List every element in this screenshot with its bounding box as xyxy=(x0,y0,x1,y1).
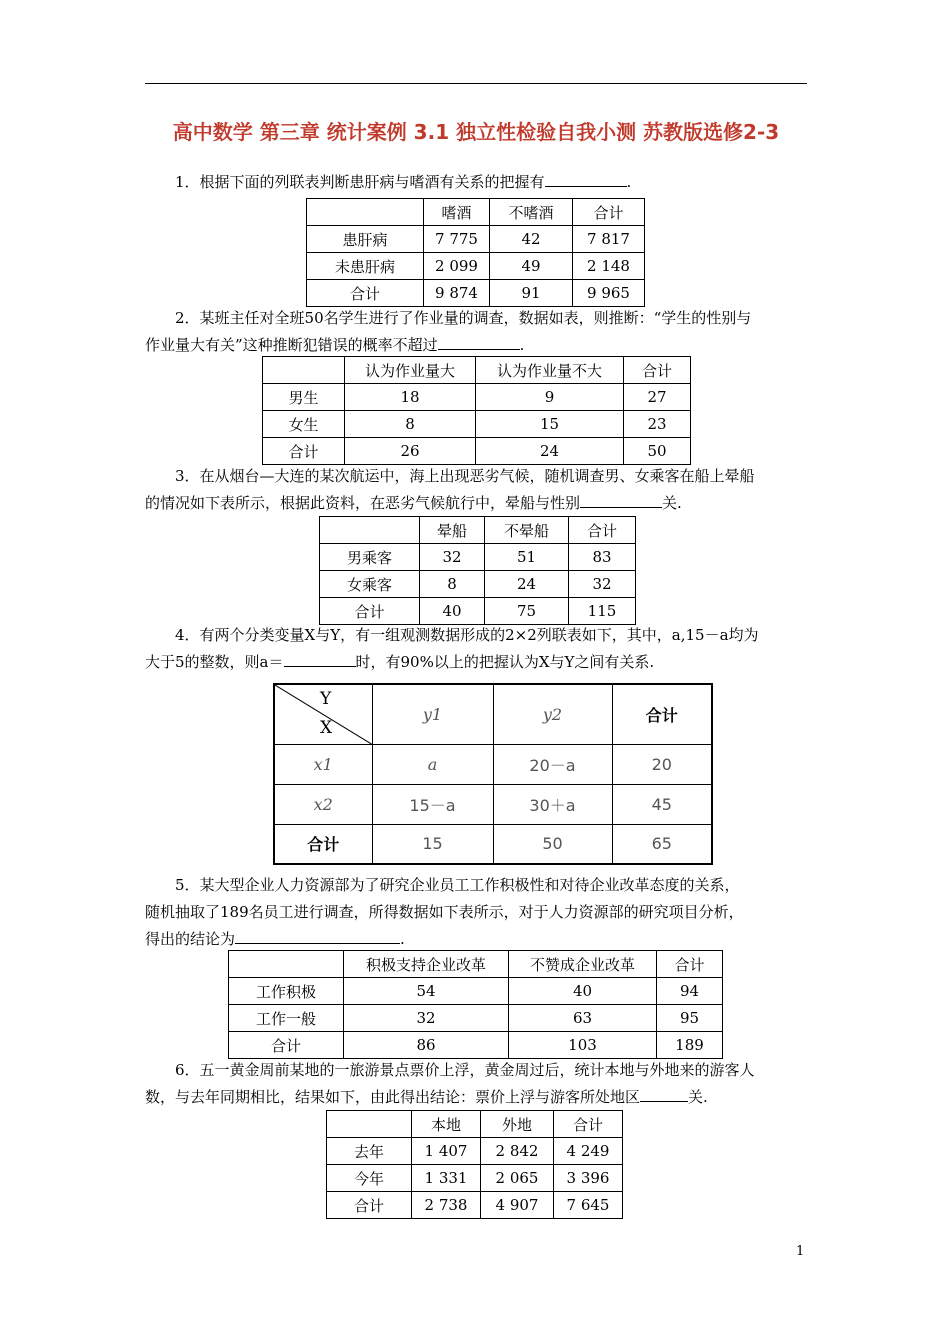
table-cell: 7 817 xyxy=(573,226,645,253)
table-cell: 7 645 xyxy=(554,1192,623,1219)
question-2: 2．某班主任对全班50名学生进行了作业量的调查，数据如表，则推断：“学生的性别与 作业量大有关”这种推断犯错误的概率不超过 . xyxy=(145,309,752,354)
table-row xyxy=(307,226,645,253)
table-cell: 32 xyxy=(569,571,636,598)
table-cell: 45 xyxy=(612,784,712,824)
header-total: 合计 xyxy=(612,684,712,744)
page-number: 1 xyxy=(796,1244,805,1259)
table-cell: 27 xyxy=(624,384,691,411)
table-header-cell: 不嗜酒 xyxy=(490,199,573,226)
table-cell: 50 xyxy=(624,438,691,465)
table-cell: 24 xyxy=(485,571,569,598)
question-1: 1．根据下面的列联表判断患肝病与嗜酒有关系的把握有 . xyxy=(175,173,632,191)
row-label-cell: 去年 xyxy=(327,1138,412,1165)
answer-blank xyxy=(640,1087,688,1102)
table-cell: 50 xyxy=(493,824,612,864)
table-cell: 103 xyxy=(509,1032,657,1059)
table-row xyxy=(327,1192,623,1219)
table-header-cell: 嗜酒 xyxy=(424,199,490,226)
table-header-row xyxy=(307,199,645,226)
table-cell: 32 xyxy=(420,544,485,571)
row-x2: x2 xyxy=(274,784,372,824)
table-cell: 9 874 xyxy=(424,280,490,307)
question-3: 3．在从烟台—大连的某次航运中，海上出现恶劣气候，随机调查男、女乘客在船上晕船 的情况如下表所示，根据此资料，在恶劣气候航行中，晕船与性别 关. xyxy=(145,467,755,512)
table-cell: 189 xyxy=(657,1032,723,1059)
table-cell: 2 148 xyxy=(573,253,645,280)
table-cell: 15 xyxy=(476,411,624,438)
question-5: 5．某大型企业人力资源部为了研究企业员工工作积极性和对待企业改革态度的关系， 随机抽取了189名员工进行调查，所得数据如下表所示，对于人力资源部的研究项目分析， 得出的结论为 . xyxy=(145,876,744,948)
table-header-cell: 不晕船 xyxy=(485,517,569,544)
row-label-cell: 合计 xyxy=(229,1032,344,1059)
table-q4 xyxy=(273,683,713,865)
table-cell: 7 775 xyxy=(424,226,490,253)
table-cell: 63 xyxy=(509,1005,657,1032)
table-header-cell: 合计 xyxy=(554,1111,623,1138)
table-cell: 15 xyxy=(372,824,493,864)
answer-blank xyxy=(438,335,520,350)
table-cell: 9 xyxy=(476,384,624,411)
table-header-cell: 合计 xyxy=(573,199,645,226)
table-cell: 30＋a xyxy=(493,784,612,824)
question-6: 6．五一黄金周前某地的一旅游景点票价上浮，黄金周过后，统计本地与外地来的游客人 数，与去年同期相比，结果如下，由此得出结论：票价上浮与游客所处地区 关. xyxy=(145,1061,755,1106)
table-cell: 2 065 xyxy=(481,1165,554,1192)
table-cell: 40 xyxy=(509,978,657,1005)
answer-blank xyxy=(545,172,627,187)
row-total: 合计 xyxy=(274,824,372,864)
table-q2 xyxy=(262,356,691,465)
table-cell: 8 xyxy=(420,571,485,598)
table-header-cell: 外地 xyxy=(481,1111,554,1138)
table-cell: 54 xyxy=(344,978,509,1005)
corner-y-label: Y xyxy=(320,689,332,709)
table-header-cell: 认为作业量不大 xyxy=(476,357,624,384)
row-label-cell: 合计 xyxy=(320,598,420,625)
header-y2: y2 xyxy=(493,684,612,744)
table-header-cell: 积极支持企业改革 xyxy=(344,951,509,978)
row-label-cell: 工作积极 xyxy=(229,978,344,1005)
table-header-row xyxy=(327,1111,623,1138)
row-label-cell: 女乘客 xyxy=(320,571,420,598)
table-cell: 32 xyxy=(344,1005,509,1032)
table-cell: 83 xyxy=(569,544,636,571)
table-row xyxy=(320,544,636,571)
table-cell: 18 xyxy=(345,384,476,411)
header-y1: y1 xyxy=(372,684,493,744)
table-cell: 95 xyxy=(657,1005,723,1032)
corner-cell xyxy=(274,684,372,744)
row-label-cell: 男生 xyxy=(263,384,345,411)
table-header-cell: 晕船 xyxy=(420,517,485,544)
table-row xyxy=(307,280,645,307)
table-header-cell: 认为作业量大 xyxy=(345,357,476,384)
row-label-cell: 男乘客 xyxy=(320,544,420,571)
table-cell: 23 xyxy=(624,411,691,438)
table-cell: 2 099 xyxy=(424,253,490,280)
row-label-cell: 合计 xyxy=(307,280,424,307)
table-cell: 26 xyxy=(345,438,476,465)
table-header-cell: 合计 xyxy=(657,951,723,978)
table-cell: 86 xyxy=(344,1032,509,1059)
table-q5 xyxy=(228,950,723,1059)
row-label-cell: 合计 xyxy=(263,438,345,465)
table-header-row xyxy=(320,517,636,544)
answer-blank xyxy=(284,652,356,667)
table-row xyxy=(263,438,691,465)
table-header-cell xyxy=(307,199,424,226)
row-label-cell: 工作一般 xyxy=(229,1005,344,1032)
table-header-cell xyxy=(229,951,344,978)
table-cell: 1 331 xyxy=(412,1165,481,1192)
table-header-cell xyxy=(263,357,345,384)
table-row xyxy=(229,978,723,1005)
table-cell: 20－a xyxy=(493,744,612,784)
table-row xyxy=(263,411,691,438)
table-row xyxy=(327,1138,623,1165)
answer-blank xyxy=(580,493,662,508)
table-row xyxy=(320,598,636,625)
table-cell: 9 965 xyxy=(573,280,645,307)
table-header-cell xyxy=(327,1111,412,1138)
table-cell: 49 xyxy=(490,253,573,280)
table-q1 xyxy=(306,198,645,307)
row-label-cell: 女生 xyxy=(263,411,345,438)
document-title: 高中数学 第三章 统计案例 3.1 独立性检验自我小测 苏教版选修2-3 xyxy=(172,120,780,144)
table-cell: 2 842 xyxy=(481,1138,554,1165)
row-x1: x1 xyxy=(274,744,372,784)
table-cell: 91 xyxy=(490,280,573,307)
table-cell: 42 xyxy=(490,226,573,253)
table-header-row xyxy=(229,951,723,978)
table-cell: 115 xyxy=(569,598,636,625)
table-cell: 4 907 xyxy=(481,1192,554,1219)
row-label-cell: 患肝病 xyxy=(307,226,424,253)
table-cell: a xyxy=(372,744,493,784)
row-label-cell: 合计 xyxy=(327,1192,412,1219)
table-row xyxy=(263,384,691,411)
table-row xyxy=(229,1005,723,1032)
table-header-cell: 不赞成企业改革 xyxy=(509,951,657,978)
table-cell: 8 xyxy=(345,411,476,438)
table-cell: 3 396 xyxy=(554,1165,623,1192)
question-1-text: 1．根据下面的列联表判断患肝病与嗜酒有关系的把握有 xyxy=(175,173,545,191)
table-header-row xyxy=(263,357,691,384)
table-cell: 2 738 xyxy=(412,1192,481,1219)
table-q3 xyxy=(319,516,636,625)
table-cell: 40 xyxy=(420,598,485,625)
table-q6 xyxy=(326,1110,623,1219)
table-cell: 20 xyxy=(612,744,712,784)
table-cell: 1 407 xyxy=(412,1138,481,1165)
corner-x-label: X xyxy=(320,718,333,738)
table-cell: 24 xyxy=(476,438,624,465)
answer-blank xyxy=(235,929,400,944)
table-cell: 75 xyxy=(485,598,569,625)
table-header-cell: 合计 xyxy=(569,517,636,544)
table-row xyxy=(307,253,645,280)
row-label-cell: 未患肝病 xyxy=(307,253,424,280)
table-cell: 4 249 xyxy=(554,1138,623,1165)
table-cell: 15－a xyxy=(372,784,493,824)
table-row xyxy=(229,1032,723,1059)
table-header-cell xyxy=(320,517,420,544)
table-cell: 65 xyxy=(612,824,712,864)
table-cell: 51 xyxy=(485,544,569,571)
table-row xyxy=(327,1165,623,1192)
row-label-cell: 今年 xyxy=(327,1165,412,1192)
table-header-cell: 合计 xyxy=(624,357,691,384)
table-row xyxy=(320,571,636,598)
header-rule xyxy=(145,83,807,84)
table-header-cell: 本地 xyxy=(412,1111,481,1138)
table-cell: 94 xyxy=(657,978,723,1005)
question-4: 4．有两个分类变量X与Y，有一组观测数据形成的2×2列联表如下，其中，a,15－a均为 大于5的整数，则a＝ 时，有90%以上的把握认为X与Y之间有关系. xyxy=(145,626,759,671)
